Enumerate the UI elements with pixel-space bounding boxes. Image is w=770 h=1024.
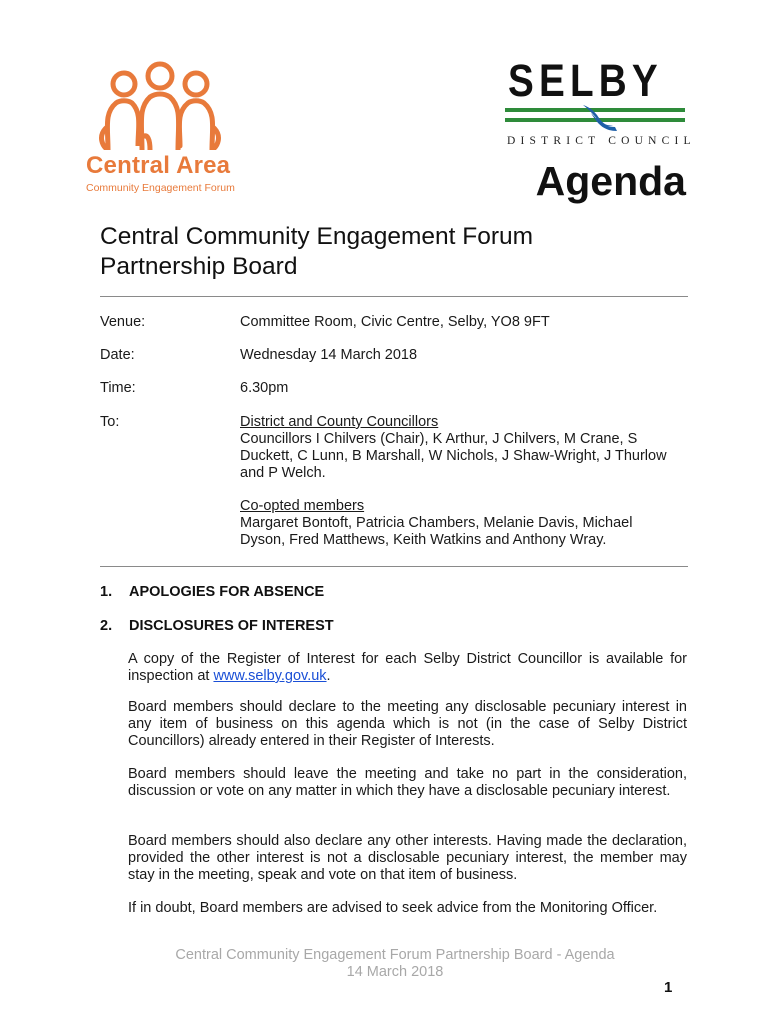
disclosure-paragraph-2: Board members should declare to the meeting any disclosable pecuniary interest in any item of business on this agenda which is not (in the case of Selby District Councillors) already entered in their Register of Interests. (128, 699, 687, 749)
page-title (100, 222, 660, 282)
agenda-item-2-title: DISCLOSURES OF INTEREST (129, 618, 334, 634)
page-footer (140, 947, 650, 981)
central-area-logo (80, 58, 255, 203)
page-number: 1 (664, 979, 673, 996)
disclosure-paragraph-4: Board members should also declare any other interests. Having made the declaration, provided the other interest is not a disclosable pecuniary interest, the member may stay in the meeting, speak and vote on that item of business. (128, 833, 687, 883)
selby-wordmark: SELBY (508, 55, 663, 106)
councillors-list: Councillors I Chilvers (Chair), K Arthur, J Chilvers, M Crane, S Duckett, C Lunn, B Marshall, W Nichols, J Shaw-Wright, J Thurlow and P Welch. (240, 431, 667, 481)
footer-line2: 14 March 2018 (346, 964, 444, 980)
disclosure-paragraph-1: A copy of the Register of Interest for each Selby District Councillor is available for inspection at www.selby.gov.uk. (128, 651, 687, 684)
disclosure-paragraph-5: If in doubt, Board members are advised to seek advice from the Monitoring Officer. (128, 900, 658, 916)
venue-label: Venue: (100, 314, 146, 330)
time-label: Time: (100, 380, 136, 396)
date-value: Wednesday 14 March 2018 (240, 347, 418, 363)
agenda-item-1-number: 1. (100, 584, 113, 600)
agenda-item-2 (100, 618, 334, 634)
page-title-line1: Central Community Engagement Forum (100, 223, 534, 250)
agenda-item-1 (100, 584, 324, 600)
river-wave-icon (505, 105, 685, 131)
divider-top (100, 296, 688, 297)
three-people-icon (94, 58, 224, 150)
time-value: 6.30pm (240, 380, 289, 396)
coopted-block (240, 498, 680, 549)
councillors-heading: District and County Councillors (240, 414, 439, 430)
to-label: To: (100, 414, 120, 430)
central-area-subtitle: Community Engagement Forum (86, 182, 235, 194)
agenda-item-1-title: APOLOGIES FOR ABSENCE (129, 584, 325, 600)
page-title-line2: Partnership Board (100, 253, 298, 280)
date-label: Date: (100, 347, 135, 363)
selby-logo (500, 55, 696, 155)
coopted-list: Margaret Bontoft, Patricia Chambers, Melanie Davis, Michael Dyson, Fred Matthews, Keith Watkins and Anthony Wray. (240, 515, 633, 548)
divider-middle (100, 566, 688, 567)
central-area-title: Central Area (86, 152, 231, 179)
venue-value: Committee Room, Civic Centre, Selby, YO8 9FT (240, 314, 550, 330)
selby-website-link[interactable]: www.selby.gov.uk (213, 668, 327, 684)
footer-line1: Central Community Engagement Forum Partnership Board - Agenda (175, 947, 615, 963)
coopted-heading: Co-opted members (240, 498, 365, 514)
disclosure-paragraph-3: Board members should leave the meeting and take no part in the consideration, discussion or vote on any matter in which they have a disclosable pecuniary interest. (128, 766, 687, 799)
councillors-block (240, 414, 680, 482)
selby-subtitle: DISTRICT COUNCIL (507, 135, 696, 147)
agenda-heading: Agenda (535, 158, 686, 204)
agenda-item-2-number: 2. (100, 618, 113, 634)
